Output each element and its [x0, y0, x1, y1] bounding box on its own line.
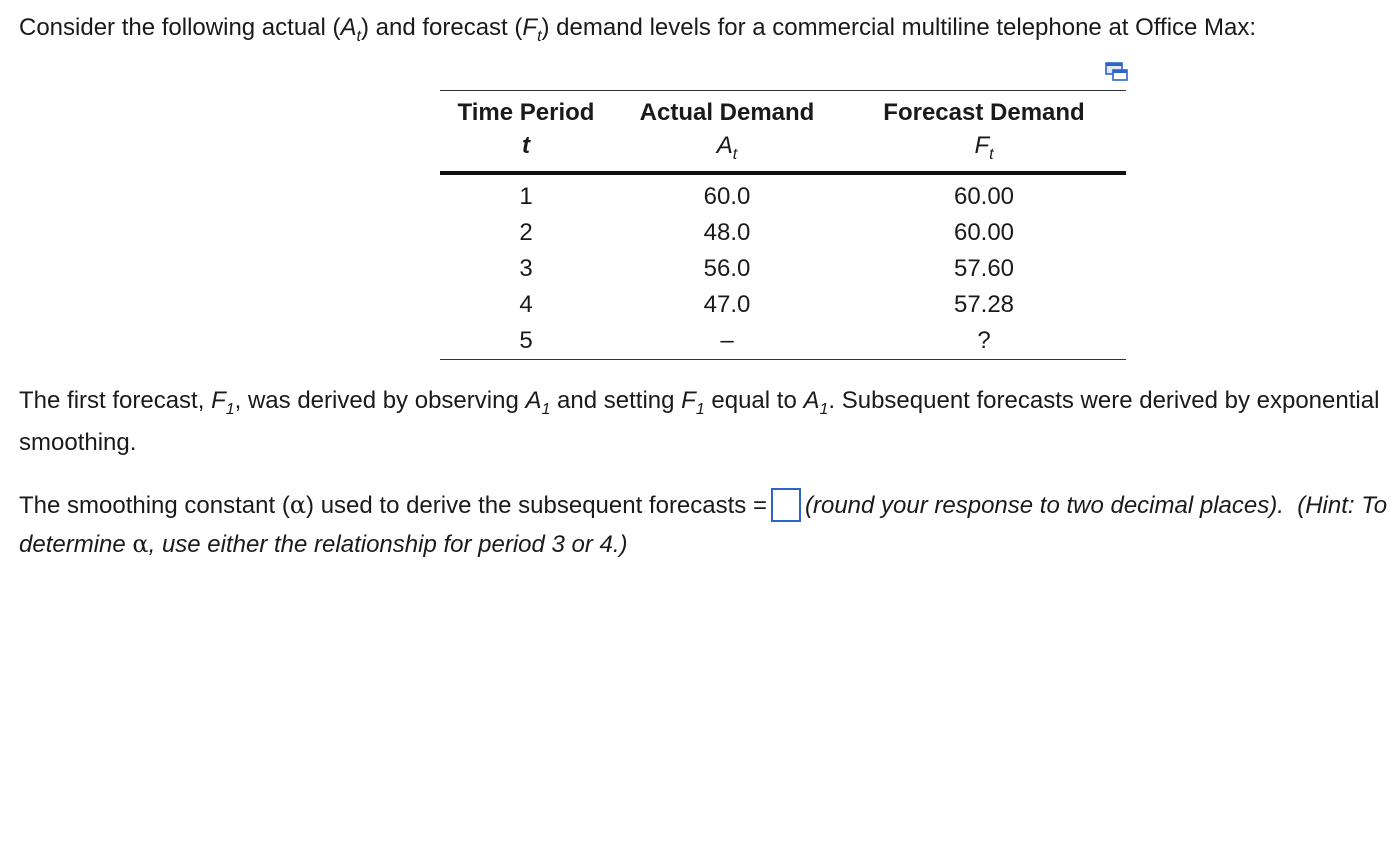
question-text: The smoothing constant (: [19, 492, 290, 519]
intro-text: ) and forecast (: [360, 14, 523, 41]
alpha-answer-input[interactable]: [771, 488, 801, 522]
question-paragraph: [19, 486, 1389, 564]
demand-table: [440, 90, 1126, 360]
copy-table-icon[interactable]: [1104, 61, 1130, 83]
header-forecast-demand: Forecast Demand: [842, 91, 1126, 130]
derivation-paragraph: [19, 380, 1389, 464]
cell-actual: 47.0: [703, 291, 751, 318]
var-f: F: [974, 132, 990, 159]
hint-text: (Hint: To determine: [19, 492, 1388, 558]
sub-1: 1: [541, 401, 551, 418]
sub-1: 1: [695, 401, 705, 418]
alpha-symbol: α: [132, 530, 149, 558]
var-f: F: [522, 14, 538, 41]
sub-t: t: [732, 146, 738, 163]
cell-forecast: 57.28: [953, 291, 1015, 318]
header-symbol-t: t: [440, 129, 612, 173]
cell-period: 2: [519, 219, 533, 246]
cell-forecast: 57.60: [953, 255, 1015, 282]
header-symbol-a: [612, 129, 842, 173]
cell-actual: –: [612, 323, 842, 360]
problem-intro: [19, 12, 1256, 44]
sub-t: t: [537, 28, 542, 45]
header-time-period: Time Period: [440, 91, 612, 130]
cell-actual: 60.0: [703, 183, 751, 210]
cell-forecast: 60.00: [953, 183, 1015, 210]
rounding-hint: (round your response to two decimal places).: [804, 492, 1284, 519]
var-a: A: [525, 387, 542, 414]
question-text: ) used to derive the subsequent forecasts =: [306, 492, 767, 519]
cell-forecast: ?: [842, 323, 1126, 360]
sub-1: 1: [819, 401, 829, 418]
sub-t: t: [989, 146, 994, 163]
cell-period: 1: [519, 183, 533, 210]
para-text: and setting: [550, 387, 682, 414]
var-a: A: [803, 387, 820, 414]
header-symbol-f: [842, 129, 1126, 173]
intro-text: Consider the following actual (: [19, 14, 341, 41]
cell-period: 3: [519, 255, 533, 282]
sub-1: 1: [225, 401, 235, 418]
table-row: [440, 251, 1126, 287]
intro-text: ) demand levels for a commercial multiline telephone at Office Max:: [541, 14, 1257, 41]
var-f: F: [211, 387, 226, 414]
para-text: . Subsequent forecasts were derived by exponential smoothing.: [19, 387, 1380, 456]
cell-period: 5: [440, 323, 612, 360]
para-text: The first forecast,: [19, 387, 212, 414]
hint-text: , use either the relationship for period 3 or 4.): [148, 531, 628, 558]
alpha-symbol: α: [289, 491, 307, 519]
var-a: A: [716, 132, 733, 159]
var-a: A: [340, 14, 357, 41]
table-row: [440, 215, 1126, 251]
cell-forecast: 60.00: [953, 219, 1015, 246]
table-row: [440, 323, 1126, 360]
cell-actual: 48.0: [703, 219, 751, 246]
header-actual-demand: Actual Demand: [612, 91, 842, 130]
var-f: F: [681, 387, 696, 414]
table-row: [440, 287, 1126, 323]
table-row: [440, 173, 1126, 215]
cell-actual: 56.0: [703, 255, 751, 282]
para-text: equal to: [704, 387, 804, 414]
sub-t: t: [356, 28, 361, 45]
para-text: , was derived by observing: [234, 387, 526, 414]
cell-period: 4: [519, 291, 533, 318]
